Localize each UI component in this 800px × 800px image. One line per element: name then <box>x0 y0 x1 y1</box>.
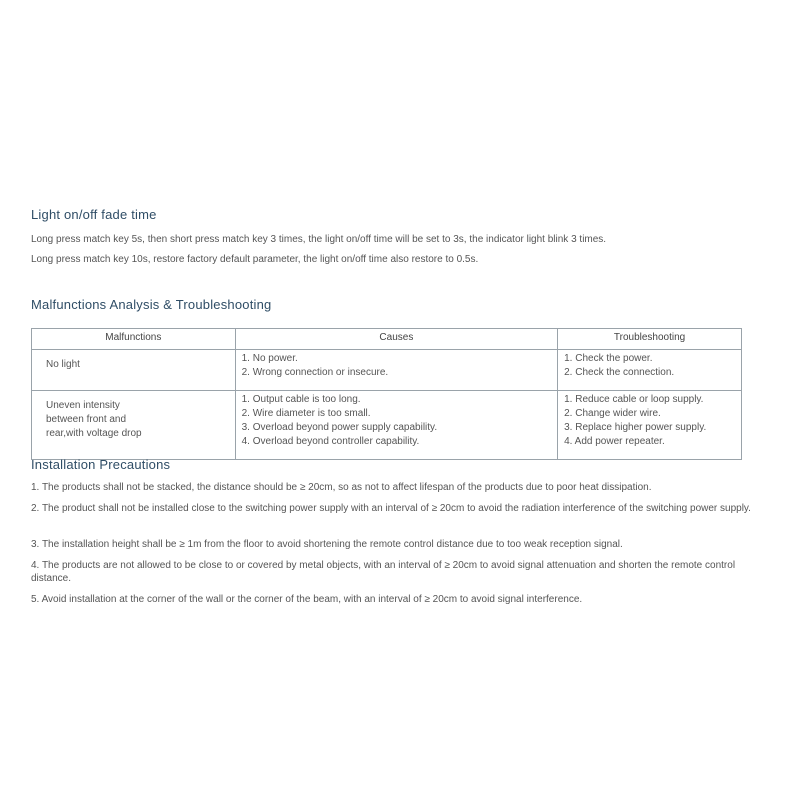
fix-item: 4. Add power repeater. <box>564 436 665 447</box>
table-row <box>32 391 742 460</box>
causes-cell <box>235 391 558 460</box>
cause-item: 1. No power. <box>241 353 298 364</box>
cause-item: 2. Wire diameter is too small. <box>241 408 371 419</box>
fade-time-instruction-2: Long press match key 10s, restore factory default parameter, the light on/off time also restore to 0.5s. <box>31 254 479 265</box>
malfunction-text: Uneven intensity <box>46 400 120 411</box>
fix-item: 3. Replace higher power supply. <box>564 422 707 433</box>
fix-item: 2. Change wider wire. <box>564 408 661 419</box>
installation-item: 3. The installation height shall be ≥ 1m from the floor to avoid shortening the remote control distance due to too weak reception signal. <box>31 539 623 550</box>
header-malfunctions: Malfunctions <box>32 329 236 350</box>
installation-item: 4. The products are not allowed to be close to or covered by metal objects, with an interval of ≥ 20cm to avoid signal attenuation and shorten the remote control distance. <box>31 560 736 584</box>
cause-item: 1. Output cable is too long. <box>241 394 361 405</box>
malfunction-cell <box>32 391 236 460</box>
cause-item: 3. Overload beyond power supply capability. <box>241 422 438 433</box>
malfunction-text: between front and <box>46 414 127 425</box>
cause-item: 2. Wrong connection or insecure. <box>241 367 389 378</box>
header-troubleshooting: Troubleshooting <box>558 329 742 350</box>
fix-item: 1. Reduce cable or loop supply. <box>564 394 704 405</box>
installation-item: 2. The product shall not be installed close to the switching power supply with an interval of ≥ 20cm to avoid the radiation interference of the switching power supply. <box>31 503 751 514</box>
fix-item: 2. Check the connection. <box>564 367 675 378</box>
causes-cell <box>235 350 558 391</box>
installation-item: 1. The products shall not be stacked, the distance should be ≥ 20cm, so as not to affect lifespan of the products due to poor heat dissipation. <box>31 482 652 493</box>
fade-time-instruction-1: Long press match key 5s, then short press match key 3 times, the light on/off time will be set to 3s, the indicator light blink 3 times. <box>31 234 607 245</box>
installation-item: 5. Avoid installation at the corner of the wall or the corner of the beam, with an interval of ≥ 20cm to avoid signal interference. <box>31 594 583 605</box>
malfunction-text: No light <box>46 359 80 370</box>
table-header-row <box>32 329 742 350</box>
troubleshooting-cell <box>558 391 742 460</box>
troubleshooting-table <box>31 328 742 460</box>
malfunction-cell <box>32 350 236 391</box>
fix-item: 1. Check the power. <box>564 353 653 364</box>
malfunctions-heading: Malfunctions Analysis & Troubleshooting <box>31 297 272 312</box>
cause-item: 4. Overload beyond controller capability. <box>241 436 420 447</box>
header-causes: Causes <box>235 329 558 350</box>
troubleshooting-cell <box>558 350 742 391</box>
table-row <box>32 350 742 391</box>
malfunction-text: rear,with voltage drop <box>46 428 142 439</box>
installation-heading: Installation Precautions <box>31 457 171 472</box>
fade-time-heading: Light on/off fade time <box>31 207 157 222</box>
